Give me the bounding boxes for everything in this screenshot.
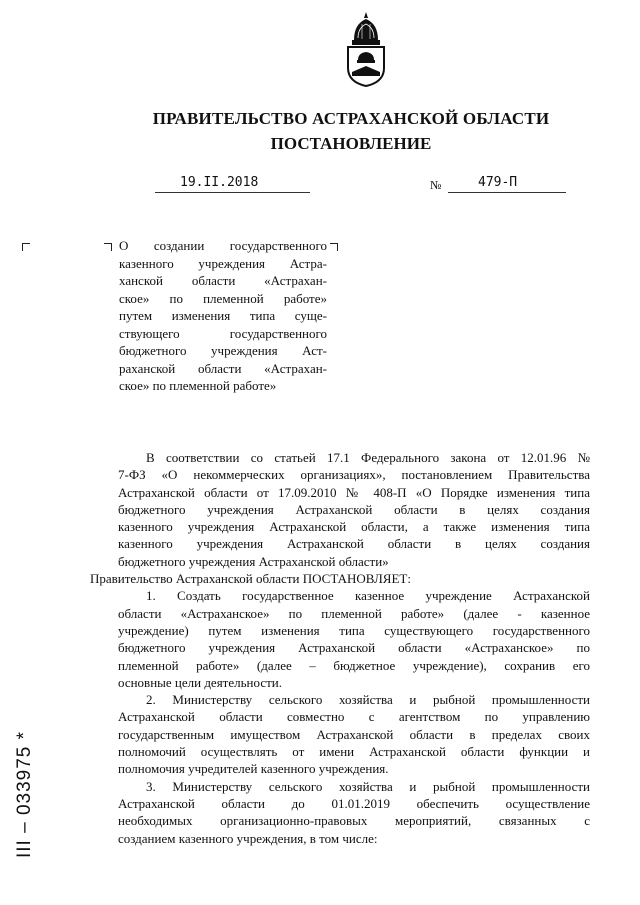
title-line: путем изменения типа суще- [119, 308, 327, 323]
date-underline [155, 192, 310, 193]
body-line: бюджетного учреждения Астраханской области» [118, 553, 389, 569]
body-line: полномочия учредителей казенного учреждения. [118, 761, 389, 777]
number-sign: № [430, 178, 442, 192]
body-line: Астраханской области от 17.09.2010 № 408-П «О Порядке изменения типа [118, 484, 590, 500]
organization-name: ПРАВИТЕЛЬСТВО АСТРАХАНСКОЙ ОБЛАСТИ [152, 109, 550, 128]
title-line: ское» по племенной работе» [119, 378, 277, 393]
corner-mark-title-right [330, 243, 338, 251]
title-line: ханской области «Астрахан- [119, 273, 327, 288]
body-line: области «Астраханское» по племенной работе» (далее - казенное [118, 605, 590, 621]
body-line: бюджетного учреждения Астраханской области в целях создания [118, 501, 590, 517]
body-line: созданием казенного учреждения, в том числе: [118, 830, 378, 846]
body-line: основные цели деятельности. [118, 674, 282, 690]
body-line: Астраханской области совместно с агентством по управлению [118, 709, 590, 725]
body-line: Правительство Астраханской области ПОСТАНОВЛЯЕТ: [90, 571, 411, 587]
body-line: государственным имуществом Астраханской области в пределах своих [118, 726, 590, 742]
coat-of-arms-icon [340, 10, 392, 88]
document-number: 479-П [478, 175, 518, 190]
body-line: В соответствии со статьей 17.1 Федерального закона от 12.01.96 № [146, 450, 590, 465]
title-line: бюджетного учреждения Аст- [119, 343, 327, 358]
corner-mark-left [22, 243, 30, 251]
serial-number-stamp [8, 700, 38, 860]
document-title [119, 237, 327, 395]
body-line: 2. Министерству сельского хозяйства и рыбной промышленности [146, 692, 590, 708]
corner-mark-title-left [104, 243, 112, 251]
title-line: О создании государственного [119, 238, 327, 253]
document-date: 19.II.2018 [180, 175, 259, 190]
title-line: казенного учреждения Астра- [119, 255, 327, 271]
body-line: племенной работе» (далее – бюджетное учреждение), сохранив его [118, 657, 590, 673]
body-line: необходимых организационно-правовых мероприятий, связанных с [118, 813, 590, 829]
body-line: полномочий осуществлять от имени Астраханской области функции и [118, 744, 590, 760]
document-body [90, 449, 590, 847]
number-underline [448, 192, 566, 193]
body-line: учреждение) путем изменения типа существующего государственного [118, 622, 590, 638]
body-line: казенного учреждения Астраханской области в целях создания [118, 536, 590, 552]
body-line: Астраханской области до 01.01.2019 обеспечить осуществление [118, 795, 590, 811]
serial-number: III – 033975 * [14, 730, 35, 858]
title-line: ствующего государственного [119, 325, 327, 341]
body-line: бюджетного учреждения Астраханской области «Астраханское» по [118, 640, 590, 656]
body-line: 1. Создать государственное казенное учреждение Астраханской [146, 588, 590, 604]
body-line: 7-ФЗ «О некоммерческих организациях», постановлением Правительства [118, 467, 590, 483]
title-line: раханской области «Астрахан- [119, 360, 327, 376]
body-line: казенного учреждения Астраханской области, а также изменения типа [118, 519, 590, 535]
title-line: ское» по племенной работе» [119, 290, 327, 306]
body-line: 3. Министерству сельского хозяйства и рыбной промышленности [146, 778, 590, 794]
document-type: ПОСТАНОВЛЕНИЕ [270, 134, 432, 153]
